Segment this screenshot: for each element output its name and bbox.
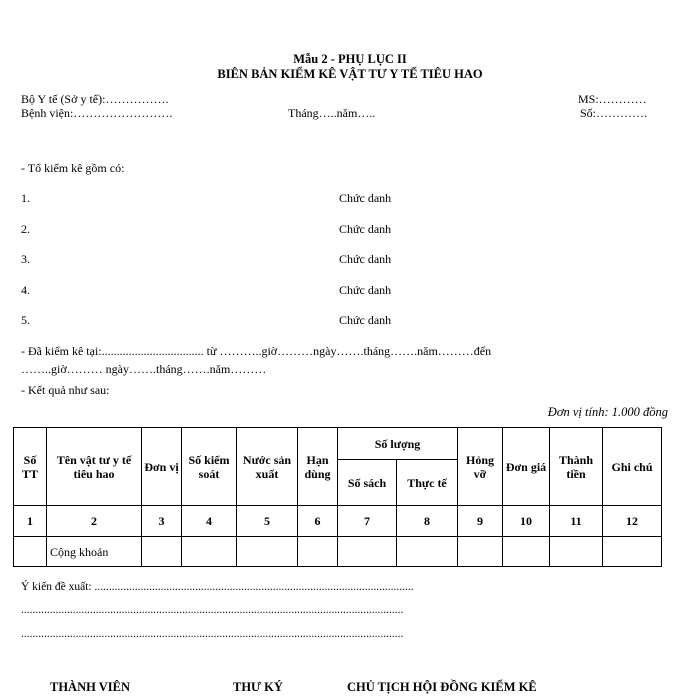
header-stt: Số TT [14, 428, 47, 506]
column-number: 2 [47, 506, 142, 537]
column-number: 11 [550, 506, 603, 537]
member-role: Chức danh [339, 222, 392, 236]
inspection-end-line: ……..giờ……… ngày…….tháng…….năm……… [21, 362, 267, 376]
member-number: 1. [21, 191, 30, 205]
column-number: 3 [142, 506, 182, 537]
column-number: 6 [298, 506, 338, 537]
table-row [14, 537, 662, 567]
opinion-line: ..................................................................................................................................... [21, 628, 404, 640]
table-cell [298, 537, 338, 567]
header-qty-actual: Thực tế [397, 460, 458, 506]
header-control-number: Số kiểm soát [182, 428, 237, 506]
signature-chairman: CHỦ TỊCH HỘI ĐỒNG KIỂM KÊ [347, 680, 537, 694]
opinion-label: Ý kiến đề xuất: ............................................................................................................... [21, 581, 414, 593]
column-number: 12 [603, 506, 662, 537]
header-expiry: Hạn dùng [298, 428, 338, 506]
table-cell [14, 537, 47, 567]
header-damaged: Hỏng vỡ [458, 428, 503, 506]
column-number: 9 [458, 506, 503, 537]
header-note: Ghi chú [603, 428, 662, 506]
member-role: Chức danh [339, 252, 392, 266]
hospital-field: Bệnh viện:……………………. [21, 106, 173, 120]
month-year-field: Tháng…..năm….. [288, 106, 376, 120]
form-number: Mẫu 2 - PHỤ LỤC II [293, 52, 407, 66]
unit-note: Đơn vị tính: 1.000 đồng [547, 405, 668, 419]
header-unit-price: Đơn giá [503, 428, 550, 506]
ms-field: MS:………… [578, 92, 647, 106]
column-number: 5 [237, 506, 298, 537]
header-amount: Thành tiền [550, 428, 603, 506]
member-role: Chức danh [339, 283, 392, 297]
column-number: 1 [14, 506, 47, 537]
committee-intro: - Tổ kiểm kê gồm có: [21, 161, 125, 175]
member-number: 4. [21, 283, 30, 297]
result-intro: - Kết quả như sau: [21, 383, 110, 397]
table-cell [550, 537, 603, 567]
column-number: 8 [397, 506, 458, 537]
document-number-field: Số:…………. [580, 106, 648, 120]
inventory-table [13, 427, 662, 567]
inspection-location-line: - Đã kiểm kê tại:.................................. từ ………..giờ………ngày…….tháng…….năm………đến [21, 344, 492, 358]
table-cell [503, 537, 550, 567]
column-number: 7 [338, 506, 397, 537]
opinion-line: ..................................................................................................................................... [21, 604, 404, 616]
signature-secretary: THƯ KÝ [233, 680, 283, 694]
table-cell [338, 537, 397, 567]
table-cell [182, 537, 237, 567]
column-number: 4 [182, 506, 237, 537]
document-title: BIÊN BẢN KIỂM KÊ VẬT TƯ Y TẾ TIÊU HAO [217, 67, 483, 81]
header-qty-book: Số sách [338, 460, 397, 506]
ministry-field: Bộ Y tế (Sở y tế):……………. [21, 92, 169, 106]
header-unit: Đơn vị [142, 428, 182, 506]
table-cell [397, 537, 458, 567]
header-name: Tên vật tư y tế tiêu hao [47, 428, 142, 506]
total-label: Cộng khoản [47, 537, 142, 567]
table-cell [237, 537, 298, 567]
table-cell [458, 537, 503, 567]
member-number: 3. [21, 252, 30, 266]
member-number: 2. [21, 222, 30, 236]
table-cell [142, 537, 182, 567]
member-number: 5. [21, 313, 30, 327]
header-country: Nước sản xuất [237, 428, 298, 506]
member-role: Chức danh [339, 313, 392, 327]
signature-member: THÀNH VIÊN [50, 680, 130, 694]
member-role: Chức danh [339, 191, 392, 205]
table-cell [603, 537, 662, 567]
column-number: 10 [503, 506, 550, 537]
header-quantity: Số lượng [338, 428, 458, 460]
